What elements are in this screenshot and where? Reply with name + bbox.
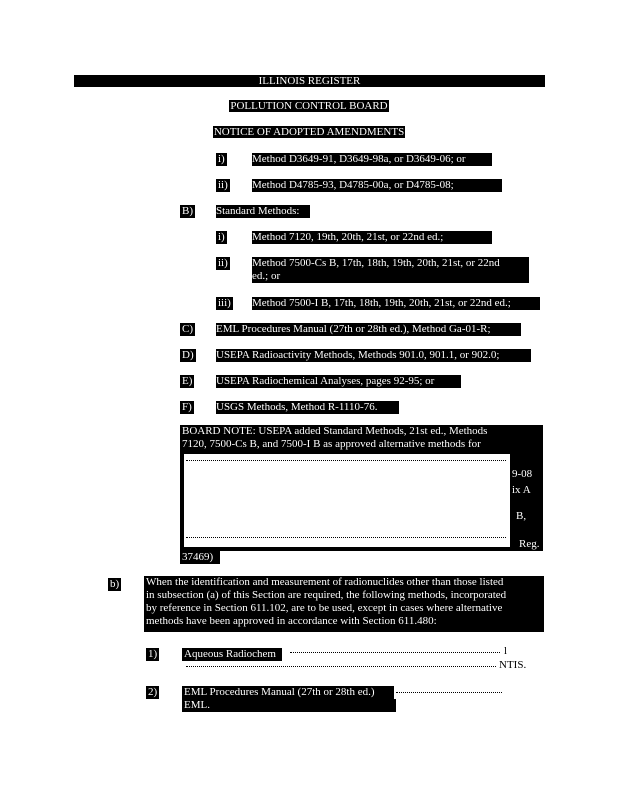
item-B-ii-label: ii): [218, 257, 228, 269]
item-F-text: USGS Methods, Method R-1110-76.: [216, 401, 399, 414]
sub-2-redaction-dots: [396, 692, 502, 695]
sub-1-redaction-dots: [290, 652, 500, 655]
item-B-i-label: i): [218, 231, 225, 243]
item-F-label: F): [182, 401, 192, 413]
section-b-line-3: by reference in Section 611.102, are to be used, except in cases where alternative: [146, 602, 503, 614]
redaction-dotted-top: [186, 460, 506, 463]
register-title: ILLINOIS REGISTER: [258, 75, 361, 87]
sub-1-text: Aqueous Radiochem: [182, 648, 282, 661]
item-B-iii-text: Method 7500-I B, 17th, 18th, 19th, 20th, 21st, or 22nd ed.;: [252, 297, 540, 310]
section-b-line-2: in subsection (a) of this Section are required, the following methods, incorporated: [146, 589, 507, 601]
board-note-tail: 37469): [180, 551, 220, 564]
item-B-i-text: Method 7120, 19th, 20th, 21st, or 22nd ed.;: [252, 231, 492, 244]
section-b-line-1: When the identification and measurement of radionuclides other than those listed: [146, 576, 504, 588]
board-note-fragment-1: 9-08: [512, 468, 533, 480]
item-B-ii-line1: Method 7500-Cs B, 17th, 18th, 19th, 20th, 21st, or 22nd: [252, 257, 529, 270]
item-B-text: Standard Methods:: [216, 205, 310, 218]
item-C-label: C): [182, 323, 193, 335]
item-i-text: Method D3649-91, D3649-98a, or D3649-06; or: [252, 153, 492, 166]
sub-1-fragment-a: l: [504, 645, 508, 657]
board-note-fragment-3: B,: [516, 510, 527, 522]
item-i-label: i): [218, 153, 225, 165]
redaction-dotted-bottom: [186, 537, 506, 540]
item-E-text: USEPA Radiochemical Analyses, pages 92-95; or: [216, 375, 461, 388]
notice-title-row: [0, 126, 618, 139]
item-B-ii-line2: ed.; or: [252, 270, 529, 283]
item-B-iii-label: iii): [218, 297, 231, 309]
sub-2-label: 2): [148, 686, 158, 698]
sub-2-line1: EML Procedures Manual (27th or 28th ed.): [182, 686, 394, 699]
item-ii-label: ii): [218, 179, 228, 191]
section-b-line-4: methods have been approved in accordance with Section 611.480:: [146, 615, 437, 627]
sub-1-redaction-dots-2: [186, 666, 496, 669]
board-note-line2: 7120, 7500-Cs B, and 7500-I B as approved alternative methods for: [182, 438, 481, 450]
register-header-bar: [74, 75, 545, 87]
section-b-label: b): [110, 578, 120, 590]
item-D-text: USEPA Radioactivity Methods, Methods 901.0, 901.1, or 902.0;: [216, 349, 531, 362]
item-C-text: EML Procedures Manual (27th or 28th ed.), Method Ga-01-R;: [216, 323, 521, 336]
board-note-fragment-4: Reg.: [519, 538, 540, 550]
notice-title: NOTICE OF ADOPTED AMENDMENTS: [213, 126, 405, 138]
board-title-row: [0, 100, 618, 113]
board-note-fragment-2: ix A: [512, 484, 531, 496]
board-note-redaction: [183, 453, 511, 548]
item-D-label: D): [182, 349, 194, 361]
sub-1-fragment-b: NTIS.: [499, 659, 527, 671]
board-note-line1: BOARD NOTE: USEPA added Standard Methods, 21st ed., Methods: [182, 425, 488, 437]
item-ii-text: Method D4785-93, D4785-00a, or D4785-08;: [252, 179, 502, 192]
item-B-label: B): [182, 205, 193, 217]
sub-1-label: 1): [148, 648, 158, 660]
item-E-label: E): [182, 375, 193, 387]
section-b-text: [144, 576, 544, 632]
sub-2-line2: EML.: [182, 699, 396, 712]
board-title: POLLUTION CONTROL BOARD: [230, 100, 388, 112]
